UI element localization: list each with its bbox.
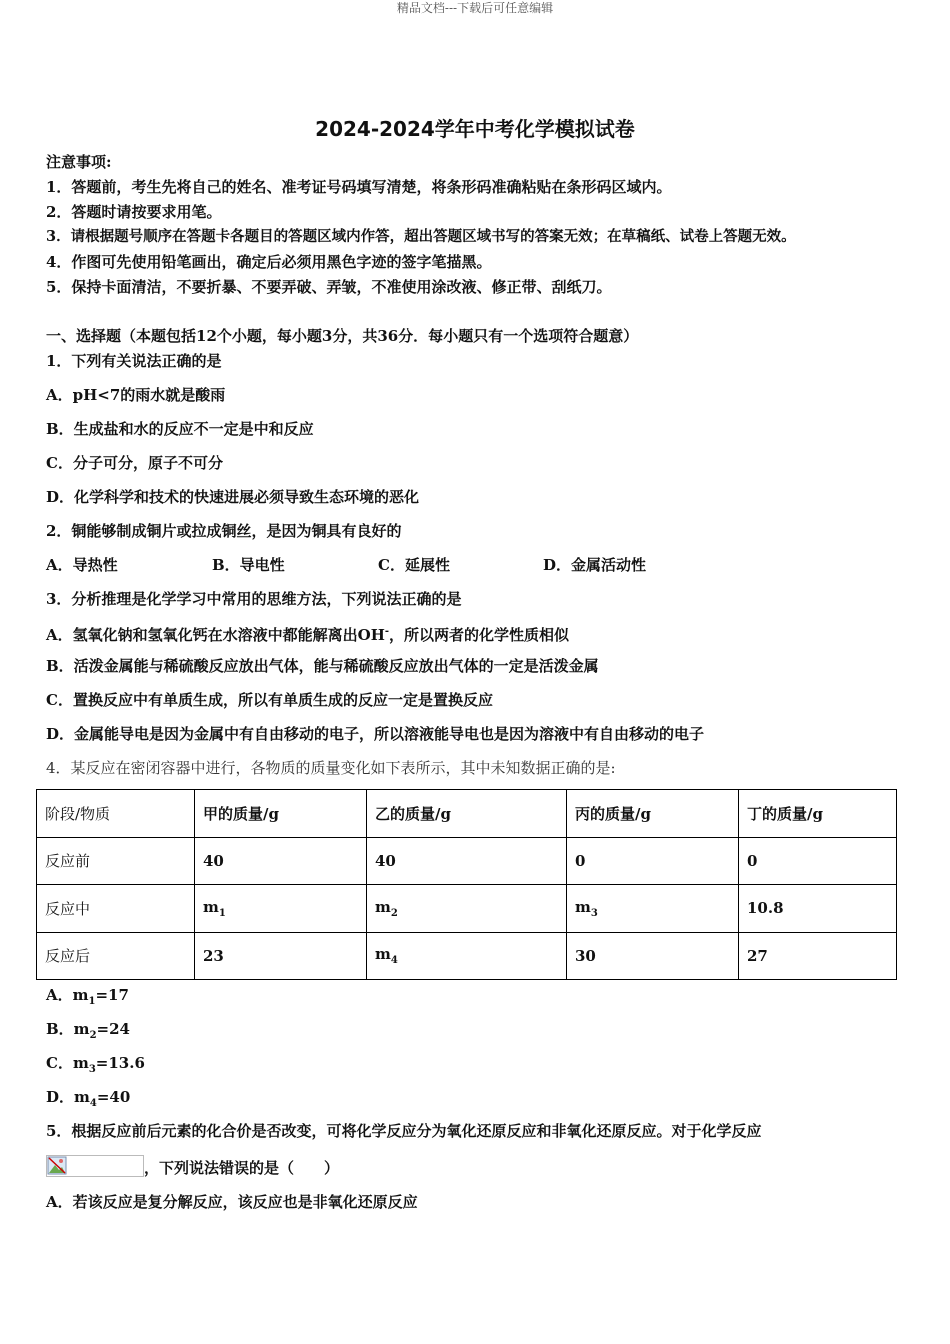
section-heading: 一、选择题（本题包括12个小题，每小题3分，共36分．每小题只有一个选项符合题意） (46, 327, 639, 345)
table-cell: 反应中 (37, 885, 195, 933)
table-cell: 反应后 (37, 932, 195, 980)
table-row (37, 837, 897, 885)
q2-options (46, 555, 646, 575)
q2-option-b: B．导电性 (212, 556, 285, 574)
table-cell: 30 (567, 932, 739, 980)
q5-stem: 5．根据反应前后元素的化合价是否改变，可将化学反应分为氧化还原反应和非氧化还原反应。对于化学反应 (46, 1122, 762, 1140)
q2-option-d: D．金属活动性 (543, 556, 647, 574)
table-cell: $m_4$ (367, 932, 567, 980)
table-header: 丙的质量/g (567, 790, 739, 838)
q1-option-c: C．分子可分，原子不可分 (46, 454, 223, 472)
page-header: 精品文档---下载后可任意编辑 (396, 1, 554, 15)
table-cell: $m_2$ (367, 885, 567, 933)
q4-option-d: D．$m_4=40$ (46, 1088, 131, 1109)
q3-option-b: B．活泼金属能与稀硫酸反应放出气体，能与稀硫酸反应放出气体的一定是活泼金属 (46, 657, 599, 675)
q2-option-c: C．延展性 (378, 556, 450, 574)
q1-option-b: B．生成盐和水的反应不一定是中和反应 (46, 420, 314, 438)
notice-item-2: 2．答题时请按要求用笔。 (46, 203, 222, 221)
exam-title: 2024-2024学年中考化学模拟试卷 (315, 117, 635, 141)
q1-option-d: D．化学科学和技术的快速进展必须导致生态环境的恶化 (46, 488, 420, 506)
table-cell: 10.8 (739, 885, 897, 933)
q3-option-a-sup: - (384, 626, 390, 637)
table-header: 阶段/物质 (37, 790, 195, 838)
q5-option-a: A．若该反应是复分解反应，该反应也是非氧化还原反应 (46, 1193, 418, 1211)
notice-item-3: 3．请根据题号顺序在答题卡各题目的答题区域内作答，超出答题区域书写的答案无效；在草稿纸、试卷上答题无效。 (46, 228, 796, 245)
notice-heading: 注意事项: (46, 153, 112, 171)
table-cell: $m_1$ (195, 885, 367, 933)
q3-option-c: C．置换反应中有单质生成，所以有单质生成的反应一定是置换反应 (46, 691, 493, 709)
table-row (37, 932, 897, 980)
q5-stem-2: ，下列说法错误的是（ ） (144, 1159, 340, 1177)
table-cell: 40 (367, 837, 567, 885)
table-header: 乙的质量/g (367, 790, 567, 838)
q3-option-a-text-2: ，所以两者的化学性质相似 (389, 626, 570, 644)
q3-option-d: D．金属能导电是因为金属中有自由移动的电子，所以溶液能导电也是因为溶液中有自由移动的电子 (46, 725, 705, 743)
q4-option-c: C．$m_3=13.6$ (46, 1054, 145, 1075)
table-cell: 反应前 (37, 837, 195, 885)
q2-stem: 2．铜能够制成铜片或拉成铜丝，是因为铜具有良好的 (46, 522, 402, 540)
image-placeholder-icon (47, 1156, 69, 1176)
notice-item-4: 4．作图可先使用铅笔画出，确定后必须用黑色字迹的签字笔描黑。 (46, 253, 492, 271)
q3-stem: 3．分析推理是化学学习中常用的思维方法，下列说法正确的是 (46, 590, 462, 608)
q1-option-a: A．pH<7的雨水就是酸雨 (46, 386, 226, 404)
table-cell: 23 (195, 932, 367, 980)
table-cell: 40 (195, 837, 367, 885)
q4-option-b: B．$m_2=24$ (46, 1020, 130, 1041)
table-header-row (37, 790, 897, 838)
q3-option-a-text: A．氢氧化钠和氢氧化钙在水溶液中都能解离出OH (46, 626, 385, 644)
q3-option-a (46, 622, 569, 645)
table-cell: 0 (567, 837, 739, 885)
q2-option-a: A．导热性 (46, 556, 118, 574)
notice-item-5: 5．保持卡面清洁，不要折暴、不要弄破、弄皱，不准使用涂改液、修正带、刮纸刀。 (46, 278, 612, 296)
notice-item-1: 1．答题前，考生先将自己的姓名、准考证号码填写清楚，将条形码准确粘贴在条形码区域内。 (46, 178, 672, 196)
table-header: 甲的质量/g (195, 790, 367, 838)
table-cell: 27 (739, 932, 897, 980)
q1-stem: 1．下列有关说法正确的是 (46, 352, 222, 370)
table-header: 丁的质量/g (739, 790, 897, 838)
q4-option-a: A．$m_1=17$ (46, 986, 129, 1007)
broken-image-icon (46, 1155, 144, 1177)
table-cell: 0 (739, 837, 897, 885)
table-row (37, 885, 897, 933)
q4-table (36, 789, 897, 980)
table-cell: $m_3$ (567, 885, 739, 933)
q4-stem: 4．某反应在密闭容器中进行，各物质的质量变化如下表所示，其中未知数据正确的是: (46, 759, 616, 777)
